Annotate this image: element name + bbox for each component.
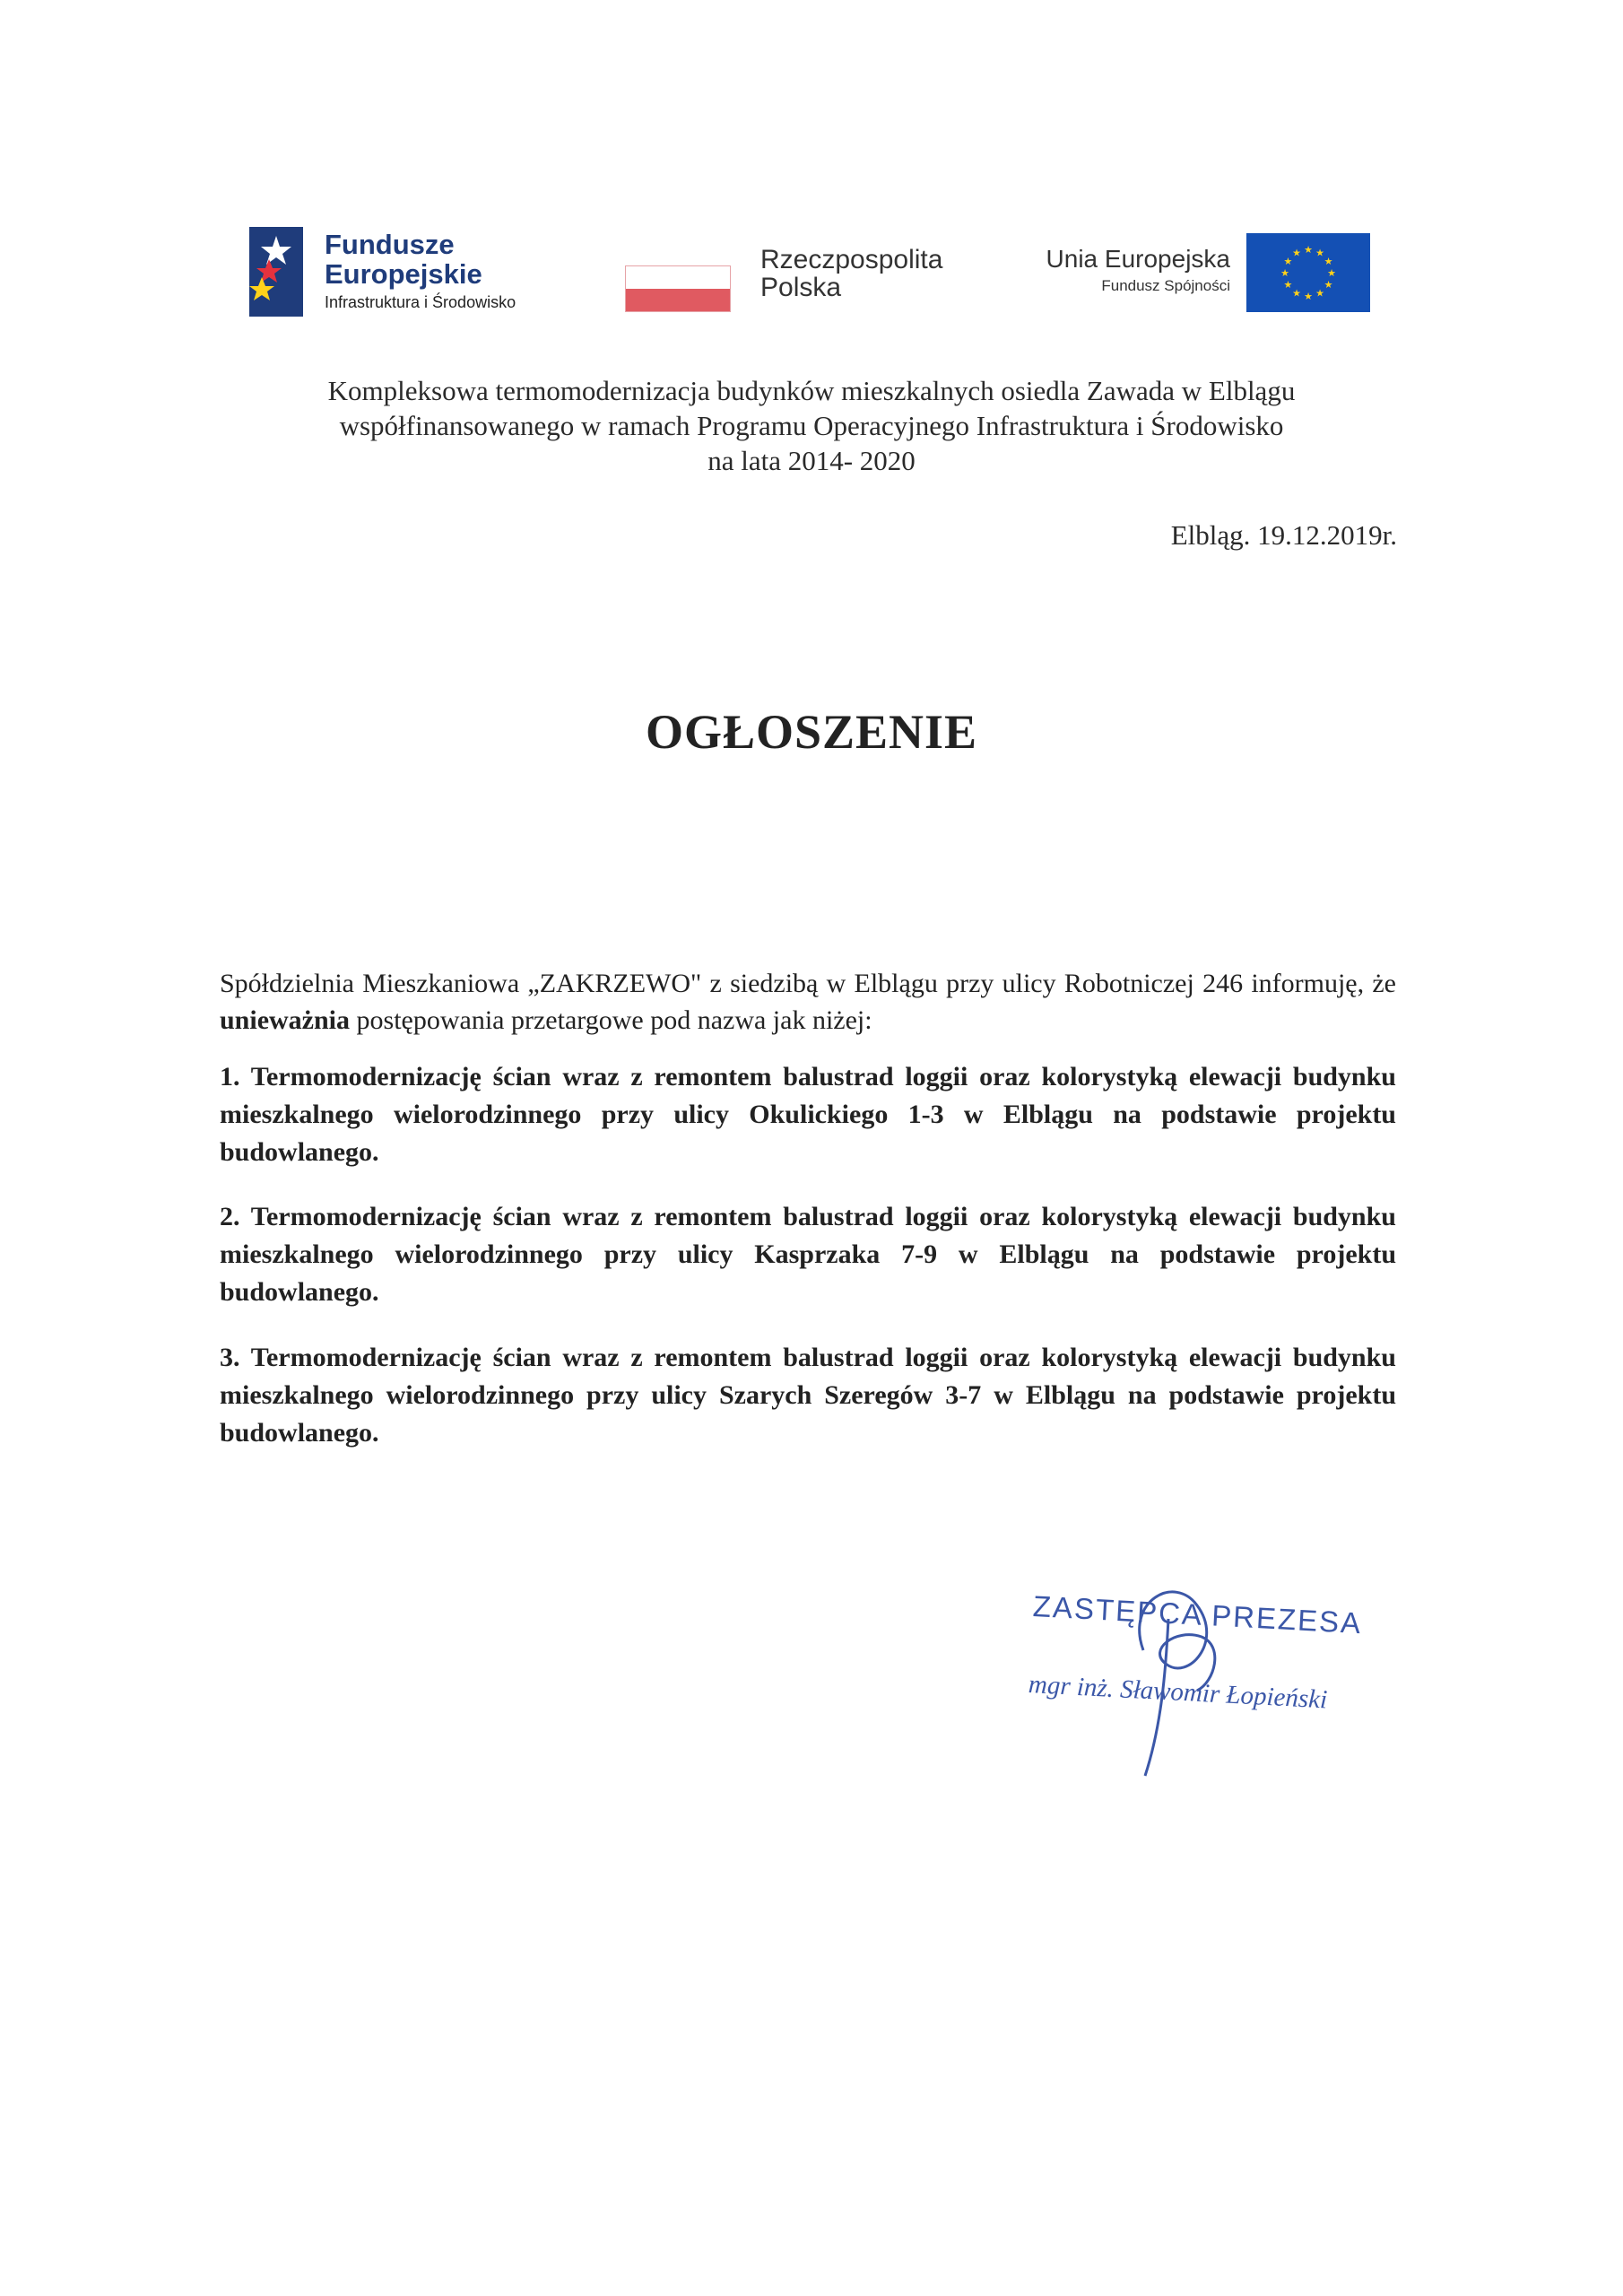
eu-star-icon: ★: [1324, 280, 1333, 291]
intro-text-start: Spółdzielnia Mieszkaniowa „ZAKRZEWO" z siedzibą w Elblągu przy ulicy Robotniczej 246 informuję, że: [220, 969, 1396, 998]
fundusze-europejskie-logo: [249, 227, 303, 317]
eu-star-icon: ★: [1304, 291, 1313, 302]
intro-paragraph: [220, 965, 1396, 1039]
project-heading: [269, 373, 1354, 478]
intro-text-end: postępowania przetargowe pod nazwa jak niżej:: [350, 1005, 872, 1035]
project-line1: Kompleksowa termomodernizacja budynków mieszkalnych osiedla Zawada w Elblągu: [327, 375, 1296, 406]
eu-star-icon: ★: [1304, 245, 1313, 256]
document-date: Elbląg. 19.12.2019r.: [1170, 519, 1397, 551]
fe-line1: Fundusze: [325, 229, 455, 260]
intro-bold-word: unieważnia: [220, 1005, 351, 1035]
fundusze-europejskie-text: [325, 230, 516, 314]
eu-star-icon: ★: [1327, 268, 1336, 279]
document-title: OGŁOSZENIE: [645, 705, 978, 759]
fe-line2: Europejskie: [325, 258, 482, 290]
eu-star-icon: ★: [1280, 268, 1289, 279]
pl-line2: Polska: [760, 273, 842, 302]
eu-star-icon: ★: [1292, 248, 1301, 259]
eu-line2: Fundusz Spójności: [1101, 277, 1230, 294]
eu-star-icon: ★: [1315, 248, 1324, 259]
project-line3: na lata 2014- 2020: [707, 445, 916, 476]
eu-star-icon: ★: [1283, 280, 1293, 291]
signature-name: mgr inż. Sławomir Łopieński: [1028, 1670, 1328, 1715]
eu-star-icon: ★: [1324, 257, 1333, 267]
project-line2: współfinansowanego w ramach Programu Operacyjnego Infrastruktura i Środowisko: [339, 410, 1284, 441]
eu-stars-icon: [1246, 233, 1370, 312]
eu-star-icon: ★: [1292, 288, 1301, 300]
list-item: 2. Termomodernizację ścian wraz z remontem balustrad loggii oraz kolorystyką elewacji budynku mieszkalnego wielorodzinnego przy ulicy Kasprzaka 7-9 w Elblągu na podstawie projektu budowlanego.: [220, 1202, 1396, 1307]
unia-europejska-text: [1028, 244, 1230, 298]
eu-star-icon: ★: [1283, 257, 1293, 267]
polish-flag: [625, 265, 731, 312]
fe-line3: Infrastruktura i Środowisko: [325, 293, 516, 311]
pl-line1: Rzeczpospolita: [760, 245, 943, 274]
fe-flag-icon: [249, 227, 303, 317]
list-item: 3. Termomodernizację ścian wraz z remontem balustrad loggii oraz kolorystyką elewacji budynku mieszkalnego wielorodzinnego przy ulicy Szarych Szeregów 3-7 w Elblągu na podstawie projektu budowlanego.: [220, 1343, 1396, 1448]
eu-flag-icon: [1246, 233, 1370, 312]
signature-role: ZASTĘPCA PREZESA: [1032, 1589, 1364, 1640]
list-item: 1. Termomodernizację ścian wraz z remontem balustrad loggii oraz kolorystyką elewacji budynku mieszkalnego wielorodzinnego przy ulicy Okulickiego 1-3 w Elblągu na podstawie projektu budowlanego.: [220, 1062, 1396, 1167]
rzeczpospolita-polska-text: [760, 246, 942, 301]
eu-line1: Unia Europejska: [1046, 245, 1230, 273]
eu-star-icon: ★: [1315, 288, 1324, 300]
